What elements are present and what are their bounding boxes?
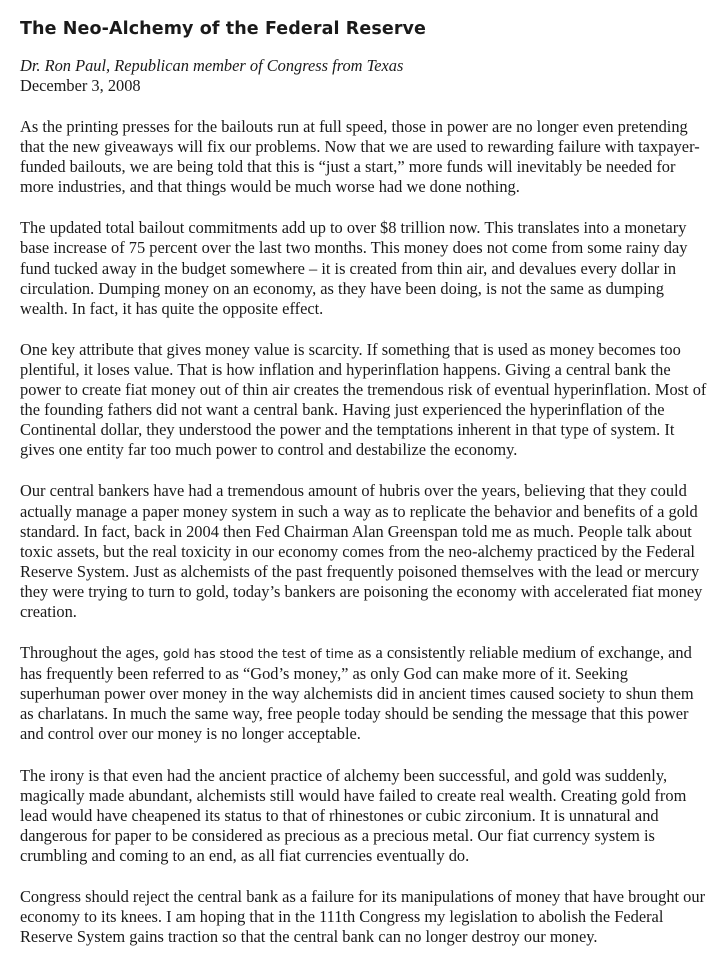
paragraph-5 [20, 643, 710, 744]
paragraph-5-rest: as a consistently reliable medium of exchange, and has frequently been referred to as “God’s money,” as only God can make more of it. Seeking superhuman power over money in the way alchemists did in ancient times caused society to shun them as charlatans. In much the same way, free people today should be sending the message that this power and control over our money is no longer acceptable. [20, 643, 694, 744]
paragraph-4: Our central bankers have had a tremendous amount of hubris over the years, believing that they could actually manage a paper money system in such a way as to replicate the behavior and benefits of a gold standard. In fact, back in 2004 then Fed Chairman Alan Greenspan told me as much. People talk about toxic assets, but the real toxicity in our economy comes from the neo-alchemy practiced by the Federal Reserve System. Just as alchemists of the past frequently poisoned themselves with the lead or mercury they were trying to turn to gold, today’s bankers are poisoning the economy with accelerated fiat money creation. [20, 481, 703, 621]
document [20, 18, 710, 968]
paragraph-3: One key attribute that gives money value is scarcity. If something that is used as money becomes too plentiful, it loses value. That is how inflation and hyperinflation happens. Giving a central bank the power to create fiat money out of thin air creates the tremendous risk of eventual hyperinflation. Most of the founding fathers did not want a central bank. Having just experienced the hyperinflation of the Continental dollar, they understood the power and the temptations inherent in that type of system. It gives one entity far too much power to control and destabilize the economy. [20, 339, 707, 460]
paragraph-1: As the printing presses for the bailouts run at full speed, those in power are no longer even pretending that the new giveaways will fix our problems. Now that we are used to rewarding failure with taxpayer-funded bailouts, we are being told that this is “just a start,” more funds will inevitably be needed for more industries, and that things would be much worse had we done nothing. [20, 117, 700, 197]
author-line: Dr. Ron Paul, Republican member of Congress from Texas [20, 56, 404, 75]
article-title: The Neo-Alchemy of the Federal Reserve [20, 19, 427, 39]
paragraph-7: Congress should reject the central bank as a failure for its manipulations of money that have brought our economy to its knees. I am hoping that in the 111th Congress my legislation to abolish the Federal Reserve System gains traction so that the central bank can no longer destroy our money. [20, 887, 706, 947]
paragraph-5-start: Throughout the ages, [20, 643, 163, 663]
paragraph-2: The updated total bailout commitments add up to over $8 trillion now. This translates into a monetary base increase of 75 percent over the last two months. This money does not come from some rainy day fund tucked away in the budget somewhere – it is created from thin air, and devalues every dollar in circulation. Dumping money on an economy, as they have been doing, is not the same as dumping wealth. In fact, it has quite the opposite effect. [20, 218, 688, 318]
byline [20, 56, 710, 95]
paragraph-5-sans-insert: gold has stood the test of time [162, 646, 354, 662]
paragraph-6: The irony is that even had the ancient practice of alchemy been successful, and gold was suddenly, magically made abundant, alchemists still would have failed to create real wealth. Creating gold from lead would have cheapened its status to that of rhinestones or cubic zirconium. It is unnatural and dangerous for paper to be considered as precious as a precious metal. Our fiat currency system is crumbling and coming to an end, as all fiat currencies eventually do. [20, 765, 687, 865]
publication-date: December 3, 2008 [20, 75, 141, 95]
